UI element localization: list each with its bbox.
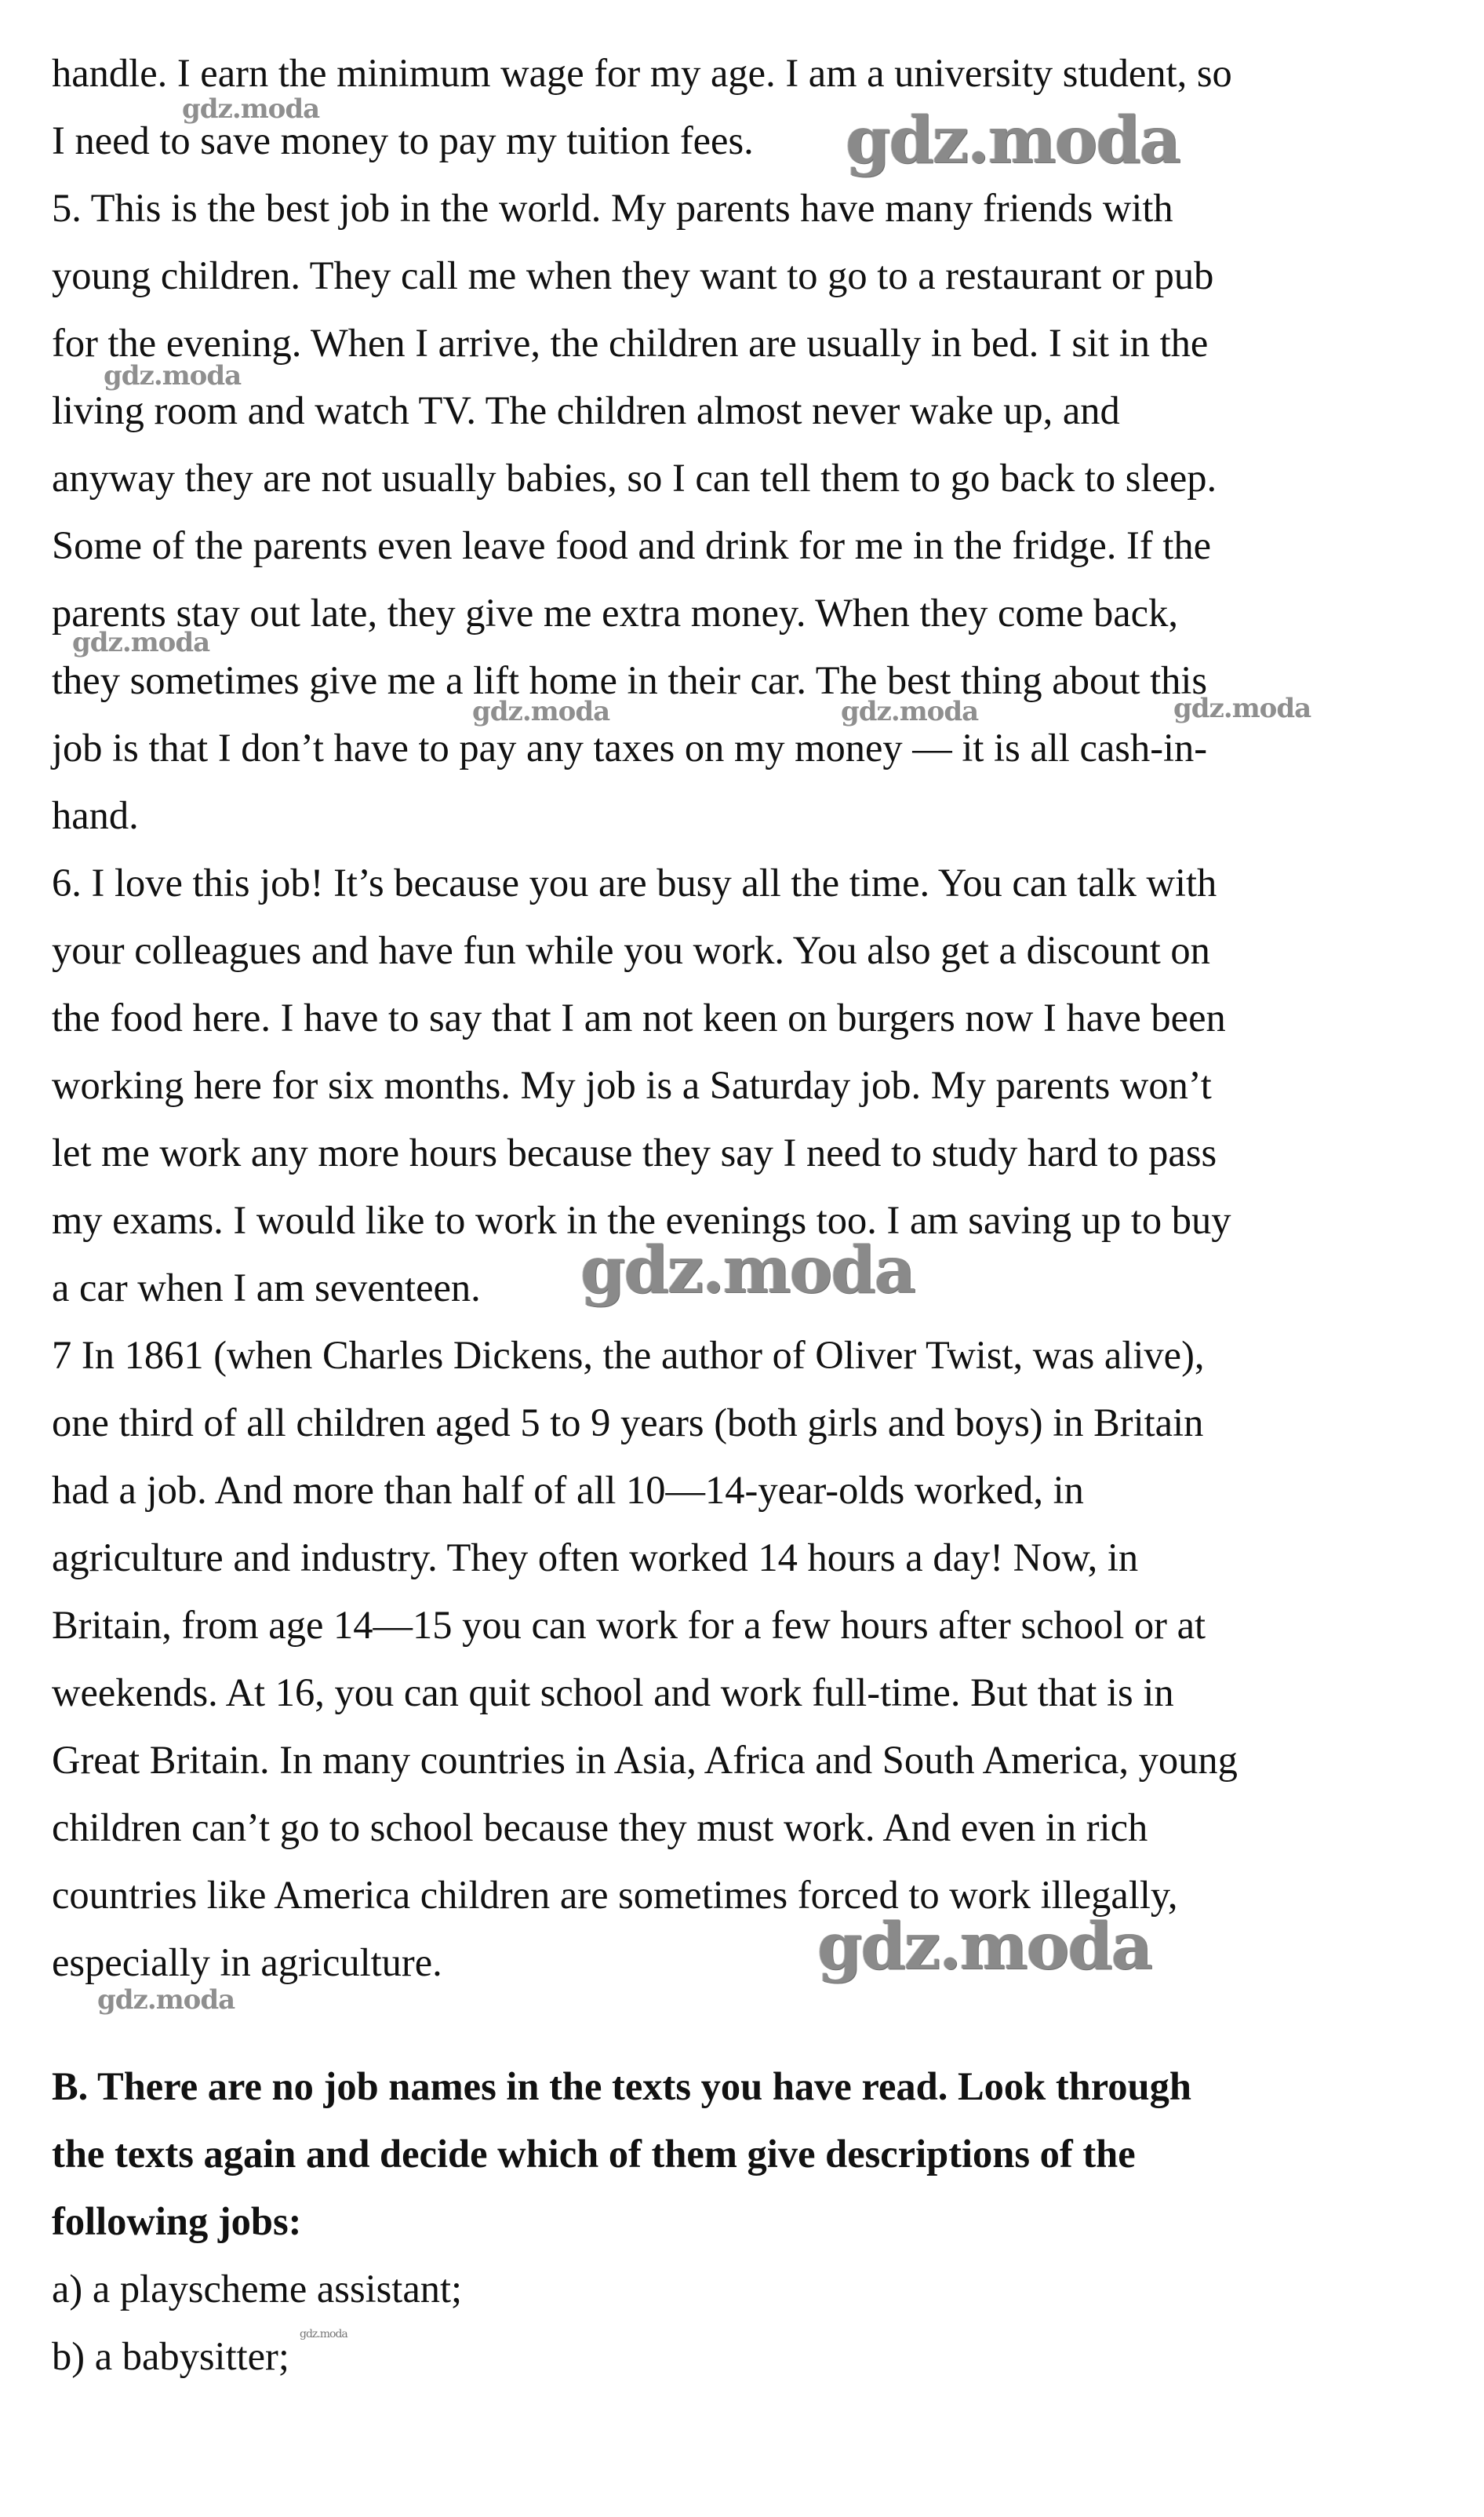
watermark-logo: gdz.moda [97, 1984, 235, 2016]
watermark-logo: gdz.moda [104, 360, 242, 392]
text-line: children can’t go to school because they must work. And even in rich [52, 1805, 1148, 1849]
watermark-logo: gdz.moda [300, 2328, 347, 2340]
task-b-heading: the texts again and decide which of them give descriptions of the [52, 2132, 1136, 2176]
text-line: Great Britain. In many countries in Asia, Africa and South America, young [52, 1738, 1238, 1782]
text-line: your colleagues and have fun while you work. You also get a discount on [52, 928, 1210, 972]
text-line: my exams. I would like to work in the evenings too. I am saving up to buy [52, 1198, 1231, 1242]
text-line: I need to save money to pay my tuition fees. [52, 118, 754, 162]
watermark-logo: gdz.moda [841, 696, 979, 727]
text-line: hand. [52, 793, 139, 837]
text-line: countries like America children are sometimes forced to work illegally, [52, 1873, 1178, 1917]
watermark-logo: gdz.moda [817, 1909, 1151, 1984]
text-line: let me work any more hours because they say I need to study hard to pass [52, 1131, 1217, 1175]
task-b-option: a) a playscheme assistant; [52, 2267, 463, 2311]
watermark-logo: gdz.moda [72, 627, 210, 658]
watermark-logo: gdz.moda [182, 93, 320, 125]
text-line: Britain, from age 14—15 you can work for a few hours after school or at [52, 1603, 1206, 1647]
text-line: especially in agriculture. [52, 1940, 442, 1984]
text-line: young children. They call me when they want to go to a restaurant or pub [52, 253, 1214, 297]
task-b-heading: B. There are no job names in the texts you have read. Look through [52, 2064, 1191, 2108]
text-line: 7 In 1861 (when Charles Dickens, the author of Oliver Twist, was alive), [52, 1333, 1205, 1377]
text-line: Some of the parents even leave food and drink for me in the fridge. If the [52, 523, 1212, 567]
text-line: agriculture and industry. They often worked 14 hours a day! Now, in [52, 1535, 1139, 1579]
watermark-logo: gdz.moda [846, 103, 1180, 178]
text-line: working here for six months. My job is a Saturday job. My parents won’t [52, 1063, 1212, 1107]
text-line: a car when I am seventeen. [52, 1266, 481, 1309]
text-line: they sometimes give me a lift home in their car. The best thing about this [52, 658, 1208, 702]
text-line: 5. This is the best job in the world. My parents have many friends with [52, 186, 1173, 230]
text-line: one third of all children aged 5 to 9 years (both girls and boys) in Britain [52, 1401, 1204, 1444]
text-line: 6. I love this job! It’s because you are busy all the time. You can talk with [52, 861, 1217, 905]
text-line: living room and watch TV. The children almost never wake up, and [52, 388, 1120, 432]
text-line: handle. I earn the minimum wage for my age. I am a university student, so [52, 51, 1232, 95]
text-line: parents stay out late, they give me extra money. When they come back, [52, 591, 1178, 635]
watermark-logo: gdz.moda [1173, 693, 1311, 724]
text-line: had a job. And more than half of all 10—14-year-olds worked, in [52, 1468, 1084, 1512]
watermark-logo: gdz.moda [472, 696, 610, 727]
text-line: for the evening. When I arrive, the children are usually in bed. I sit in the [52, 321, 1209, 365]
task-b-option: b) a babysitter; [52, 2334, 289, 2378]
text-line: job is that I don’t have to pay any taxes on my money — it is all cash-in- [52, 726, 1208, 770]
watermark-logo: gdz.moda [580, 1233, 915, 1308]
task-b-heading: following jobs: [52, 2199, 302, 2243]
text-line: anyway they are not usually babies, so I can tell them to go back to sleep. [52, 456, 1217, 500]
text-line: weekends. At 16, you can quit school and work full-time. But that is in [52, 1670, 1174, 1714]
text-line: the food here. I have to say that I am not keen on burgers now I have been [52, 996, 1226, 1040]
